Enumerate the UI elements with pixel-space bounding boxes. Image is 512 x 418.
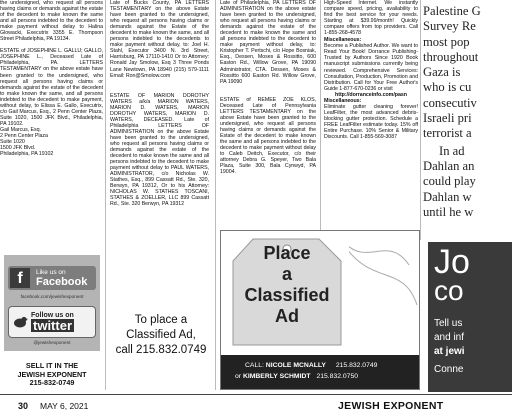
column-rule [420,0,421,240]
page-number: 30 [18,401,29,411]
contact-phone-1: 215.832.0749 [335,362,378,369]
legal-column-2 [110,0,209,300]
twitter-handle: @jewishexponent [33,340,71,345]
misc-heading: Miscellaneous: [324,37,362,44]
contact-name-2: KIMBERLY SCHMIDT [242,373,311,380]
twitter-bird-icon [12,314,28,330]
publishing-ad: Become a Published Author. We want to Read Your Book! Dorrance Publishing-Trusted by Authors Since 1920 Book manuscript submissions currently being reviewed. Comprehensive Services: Consultation, Production, Promotion and Distribution. Call for Your Free Author's Guide 1-877-670-0236 or visit [324,43,418,92]
facebook-url: facebook.com/jewishexponent [20,294,84,299]
place-classified-ad-box [220,230,420,390]
estate-notice-gallo: ESTATE of JOSEPHINE L. GALLU; GALLO, JOSEPHINE L., Deceased Late of Philadelphia, PA. LETTERS TESTAMENTARY on the above estate have been granted to the undersigned, who request all persons having claims or demands against the estate of the decedent to make known the same, and all persons indebted to the decedent to make payment, without delay, to Elissa E. Gallo, Executrix, c/o Gail Marcus, Esq., 2 Penn Center Plaza, Suite 1020, 1500 JFK Blvd., Philadelphia, PA 19102. [0,48,103,127]
join-ad-small-2: and inf [434,332,465,343]
notice-continued: the undersigned, who request all persons having claims or demands against the estate of the decedent to make known the same and all persons indebted to the decedent to make payment without delay to Halina Glowacki, Executrix 3355 E. Thompson Street Philadelphia, PA 19134. [0,0,103,43]
contact-bar: CALL: NICOLE MCNALLY 215.832.0749 or KIMBERLY SCHMIDT 215.832.0750 [221,355,419,389]
join-ad-big-1: Jo [434,243,470,281]
twitter-line2: twitter [33,318,72,333]
join-ad-small-1: Tell us [434,318,463,329]
estate-notice-klos: ESTATE of REMEE ZOE KLOS, Deceased Late of Pennsylvania LETTERS TESTAMENTARY on the above Estate have been granted to the undersigned, who request all persons having claims or demands against the Estate of the decedent to make known the same and all persons indebted to the decedent to make payment without delay to Caleb Deitch, Executor, c/o their attorney Debra G. Speyer, Two Bala Plaza, Suite 300, Bala Cynwyd, PA 19004. [220,96,316,176]
column-rule [215,0,216,390]
twitter-line1: Follow us on [31,312,74,319]
misc-heading-2: Miscellaneous: [324,97,362,104]
classified-ad-box-small: To place a Classified Ad, call 215.832.0749 [115,314,207,356]
twitter-promo[interactable] [8,306,96,338]
join-ad-small-4: Conne [434,364,464,375]
contact-phone-2: 215.832.0750 [316,373,359,380]
issue-date: MAY 6, 2021 [40,401,89,411]
leaffilter-ad: Eliminate gutter cleaning forever! LeafFilter, the most advanced debris-blocking gutter protection. Schedule a FREE LeafFilter estimate today. 15% off Entire Purchase. 10% Senior & Military Discounts. Call 1-855-569-3087 [324,103,418,141]
column-rule [105,0,106,390]
sell-it-promo: SELL IT IN THE JEWISH EXPONENT 215-832-0749 [17,361,87,387]
tag-strings [349,235,419,347]
facebook-line2: Facebook [36,275,88,288]
legal-column-4 [324,0,418,228]
legal-column-3 [220,0,316,232]
notice-pertschi: Late of Philadelphia, PA LETTERS OF ADMINISTRATION on the above estate have been granted to the undersigned, who request all persons having claims or demands against the estate of the decedent to make known the same and all persons indebted to the decedent to make payment without delay, to: Kristopher T. Pertschi, c/o Hope Bosniak, Esq., Dessen, Moses & Rossitto, 600 Easton Rd., Willow Grove, PA 19090 Administrator, CTA. Dessen, Moses & Rossitto 600 Easton Rd. Willow Grove, PA 19090 [220,0,316,85]
contact-name-1: NICOLE MCNALLY [265,362,326,369]
join-ad-big-2: co [434,275,464,306]
facebook-icon: f [10,268,30,288]
article-fragment: Palestine G Survey Re most pop throughout Gaza is who is cu consecutiv Israeli pri terrorist a In ad Dahlan an could play Dahlan w until he w [423,4,481,219]
publication-name: JEWISH EXPONENT [338,400,444,412]
internet-ad: High-Speed Internet. We instantly compare speed, pricing, availability to find the best service for your needs. Starting at $39.99/month! Quickly compare offers from top providers. Call 1-855-268-4578 [324,0,418,37]
attorney-address: Gail Marcus, Esq. 2 Penn Center Plaza Suite 1020 1500 JFK Blvd. Philadelphia, PA 19102 [0,126,54,158]
join-ad-panel [428,242,512,392]
notice-stahl: Late of Bucks County, PA LETTERS TESTAMENTARY on the above Estate have been granted to the undersigned, who request all persons having claims or demands against the Estate of the decedent to make known the same, and all persons indebted to the decedents to make payment without delay, to: Joel H. Stahl, Executor 3400 N. 3rd Street, Harrisburg, PA 17110-1410 Or to Attorney: Ronald Jay Smolow, Esq 3 Three Ponds Lane Newtown, PA 18940 (215) 579-1111 Email: Ron@Smolow.com [110,0,209,79]
estate-notice-waters: ESTATE OF MARION DOROTHY WATERS a/k/a MARION WATERS, MARION D. WATERS, MARION DOROTHY WATERS, MARION D. WATERS, DECEASED. Late of Philadelphia LETTERS OF ADMINISTRATION on the above Estate have been granted to the undersigned, who request all persons having claims or demands against the estate of the decedent to make known the same and all persons indebted to the decedent to make payment without delay to PAUL WATERS, ADMINISTRATOR, c/o Nicholas W. Stathes, Esq., 899 Cassatt Rd., Ste. 320, Berwyn, PA 19312, Or to his Attorney: NICHOLAS W. STATHES TOSCANI, STATHES & ZOELLER, LLC 899 Cassatt Rd., Ste. 320 Berwyn, PA 19312 [110,92,209,208]
facebook-promo[interactable] [8,266,96,290]
ad-headline: Place a Classified Ad [244,243,330,326]
facebook-line1: Like us on [36,268,66,276]
legal-column-1 [0,0,103,240]
join-ad-small-3: at jewi [434,346,465,357]
page-footer [0,398,512,418]
footer-rule [0,394,512,395]
dorrance-link[interactable]: http://dorranceinfo.com/pasn [335,91,407,98]
